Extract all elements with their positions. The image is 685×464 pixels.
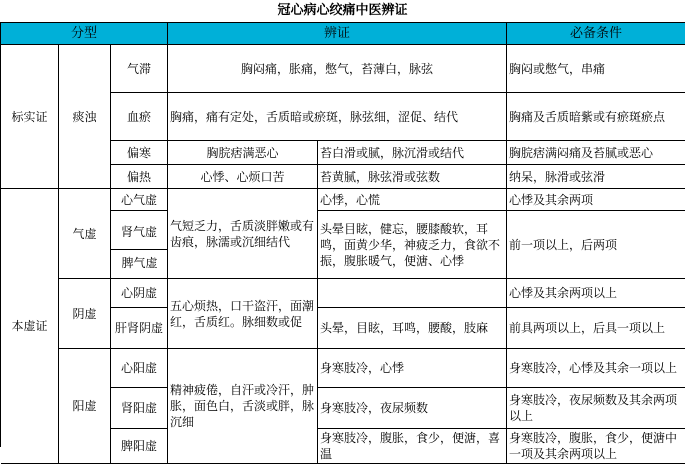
row-name-ganshenyinxu: 肝肾阴虚 (111, 308, 168, 349)
required-shenqixu: 前一项以上，后两项 (507, 211, 685, 279)
row-name-xueyu: 血瘀 (111, 93, 168, 141)
required-qizhi: 胸闷或憋气，串痛 (507, 45, 685, 93)
syndrome-xinyangxu: 身寒肢冷，心悸 (318, 349, 507, 388)
syndrome-qizhi: 胸闷痛，胀痛，憋气，苔薄白，脉弦 (168, 45, 507, 93)
group-yangxu: 阳虚 (59, 349, 111, 464)
required-xueyu: 胸痛及舌质暗紫或有瘀斑瘀点 (507, 93, 685, 141)
common-yangxu: 精神疲倦，自汗或冷汗，肿胀，面色白，舌淡或胖，脉沉细 (168, 349, 318, 464)
syndrome-pianre-a: 心悸、心烦口苦 (168, 165, 318, 189)
group-tanzhuo: 痰浊 (59, 45, 111, 189)
syndrome-pianhan-a: 胸脘痞满恶心 (168, 141, 318, 165)
syndrome-xinyinxu (318, 279, 507, 308)
syndrome-piyangxu: 身寒肢冷，腹胀，食少，便溏，喜温 (318, 429, 507, 464)
row-name-pianhan: 偏寒 (111, 141, 168, 165)
row-name-xinqixu: 心气虚 (111, 189, 168, 211)
row-name-shenyangxu: 肾阳虚 (111, 388, 168, 429)
required-piyangxu: 身寒肢冷，腹胀，食少，便溏中一项及其余两项以上 (507, 429, 685, 464)
required-ganshenyinxu: 前具两项以上，后具一项以上 (507, 308, 685, 349)
row-name-xinyangxu: 心阳虚 (111, 349, 168, 388)
group-yinxu: 阴虚 (59, 279, 111, 349)
header-syndrome: 辨证 (168, 23, 507, 45)
required-pianre: 纳呆，脉滑或弦滑 (507, 165, 685, 189)
required-xinyinxu: 心悸及其余两项以上 (507, 279, 685, 308)
row-name-xinyinxu: 心阴虚 (111, 279, 168, 308)
category-biaoshi: 标实证 (1, 45, 59, 189)
common-yinxu: 五心烦热，口干盗汗，面潮红，舌质红。脉细数或促 (168, 279, 318, 349)
syndrome-xueyu: 胸痛，痛有定处，舌质暗或瘀斑，脉弦细，涩促、结代 (168, 93, 507, 141)
group-qixu: 气虚 (59, 189, 111, 279)
row-name-pianre: 偏热 (111, 165, 168, 189)
required-shenyangxu: 身寒肢冷，夜尿频数及其余两项以上 (507, 388, 685, 429)
row-name-piyangxu: 脾阳虚 (111, 429, 168, 464)
required-xinyangxu: 身寒肢冷，心悸及其余一项以上 (507, 349, 685, 388)
header-required: 必备条件 (507, 23, 685, 45)
row-name-shenqixu: 肾气虚 (111, 211, 168, 279)
required-xinqixu: 心悸及其余两项 (507, 189, 685, 211)
header-type: 分型 (1, 23, 168, 45)
syndrome-pianre-b: 苔黄腻，脉弦滑或弦数 (318, 165, 507, 189)
common-qixu: 气短乏力，舌质淡胖嫩或有齿痕，脉濡或沉细结代 (168, 189, 318, 279)
syndrome-table (0, 22, 685, 461)
syndrome-xinqixu: 心悸，心慌 (318, 189, 507, 211)
category-benxu: 本虚证 (1, 189, 59, 464)
syndrome-shenqixu: 头晕目眩，健忘，腰膝酸软，耳鸣，面黄少华，神疲乏力，食欲不振，腹胀暖气，便溏、心悸 (318, 211, 507, 279)
page-title: 冠心病心绞痛中医辨证 (277, 3, 408, 18)
syndrome-ganshenyinxu: 头晕，目眩，耳鸣，腰酸，肢麻 (318, 308, 507, 349)
row-name-piqixu: 脾气虚 (111, 249, 168, 275)
row-name-qizhi: 气滞 (111, 45, 168, 93)
required-pianhan: 胸脘痞满闷痛及苔腻或恶心 (507, 141, 685, 165)
syndrome-pianhan-b: 苔白滑或腻，脉沉滑或结代 (318, 141, 507, 165)
syndrome-shenyangxu: 身寒肢冷，夜尿频数 (318, 388, 507, 429)
